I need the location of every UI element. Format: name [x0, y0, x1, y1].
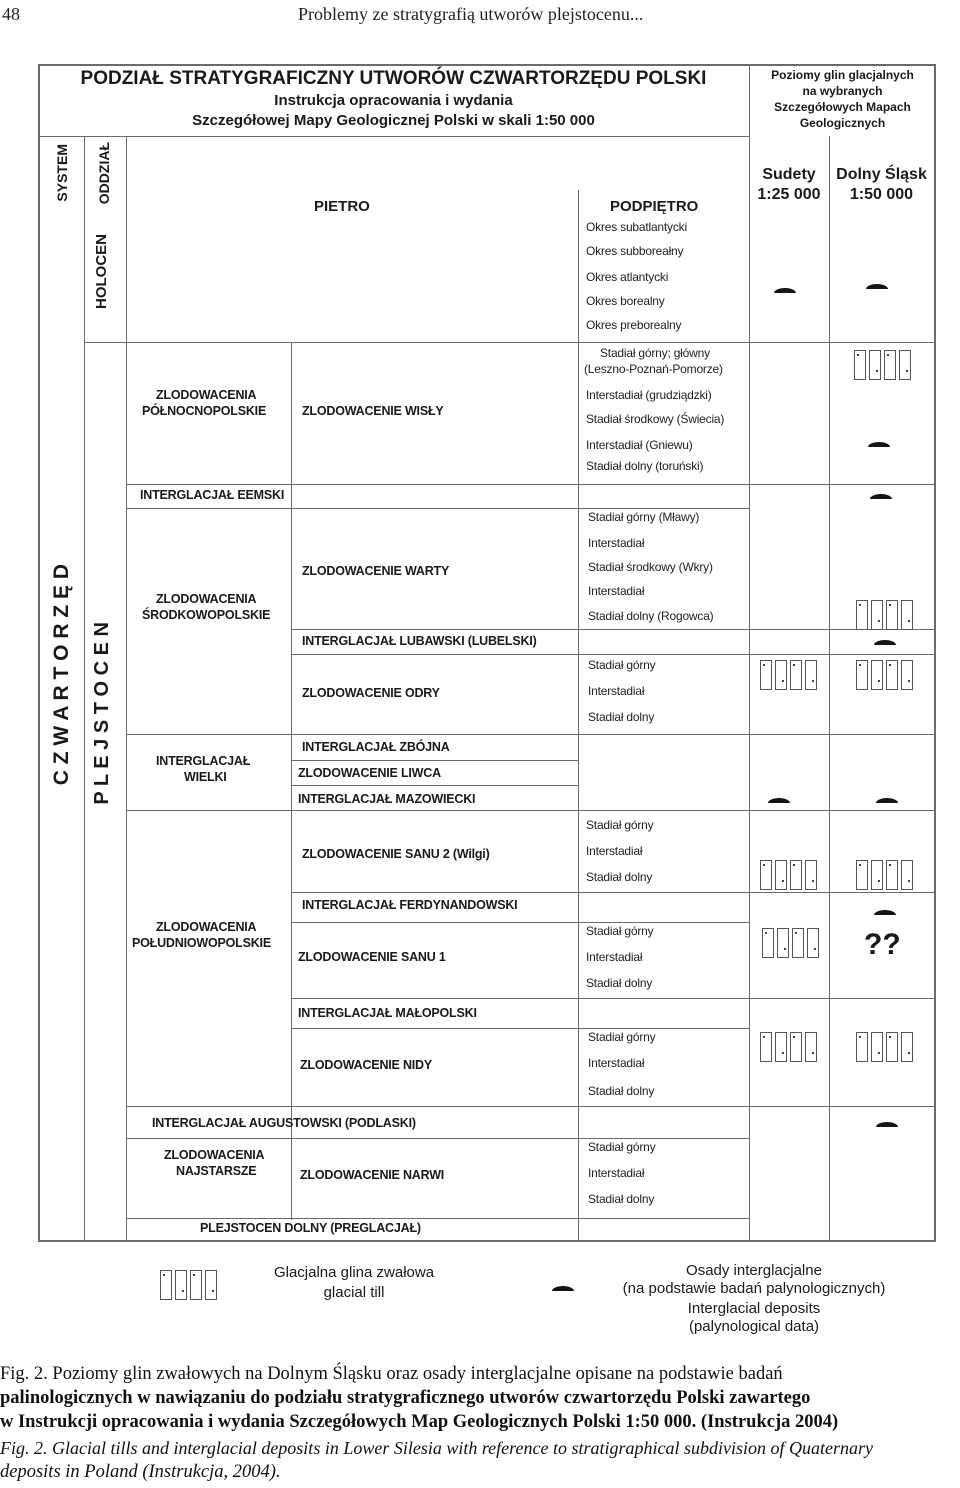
- glacial-till-symbol: [856, 860, 914, 890]
- row-sep: [291, 654, 749, 655]
- frame-right: [934, 64, 936, 1242]
- legend-till-symbol: [160, 1270, 218, 1300]
- header-system: SYSTEM: [54, 144, 70, 202]
- glacial-till-symbol: [854, 350, 912, 380]
- stage-wisly: ZLODOWACENIE WISŁY: [302, 404, 444, 418]
- sub-warty-2: Interstadiał: [588, 536, 645, 550]
- row-sep: [126, 1138, 749, 1139]
- glacial-till-symbol: [856, 1032, 914, 1062]
- oddzial-plejstocen: P L E J S T O C E N: [91, 622, 113, 805]
- sub-wisly-2: (Leszno-Poznań-Pomorze): [584, 362, 723, 376]
- side-sep: [749, 484, 936, 485]
- interglacial-deposit-symbol: [876, 798, 898, 803]
- row-sep: [126, 508, 749, 509]
- legend-inter-en-1: Interglacial deposits: [687, 1300, 821, 1317]
- sub-narwi-1: Stadiał górny: [588, 1140, 656, 1154]
- interglacial-deposit-symbol: [866, 284, 888, 289]
- sudety-divider: [829, 136, 830, 1242]
- caption-pl-2: palinologicznych w nawiązaniu do podziału stratygraficznego utworów czwartorzędu Polski zawartego: [0, 1388, 811, 1408]
- sub-wisly-3: Interstadiał (grudziądzki): [586, 388, 712, 402]
- interglacial-deposit-symbol: [868, 442, 890, 447]
- interglacial-deposit-symbol: [774, 288, 796, 293]
- frame-left: [38, 64, 40, 1242]
- sub-sanu2-3: Stadiał dolny: [586, 870, 653, 884]
- holocen-sub-3: Okres atlantycki: [586, 270, 669, 284]
- group-wielki-2: WIELKI: [184, 770, 227, 784]
- interglacial-deposit-symbol: [874, 640, 896, 645]
- group-poludniowo-2: POŁUDNIOWOPOLSKIE: [132, 936, 271, 950]
- group-polnocno-2: PÓŁNOCNOPOLSKIE: [142, 404, 267, 418]
- legend-till-en: glacial till: [323, 1284, 385, 1301]
- glacial-till-symbol: [760, 1032, 818, 1062]
- stage-malopolski: INTERGLACJAŁ MAŁOPOLSKI: [298, 1006, 477, 1020]
- oddzial-holocen: HOLOCEN: [93, 234, 110, 309]
- sub-sanu1-1: Stadiał górny: [586, 924, 654, 938]
- side-title-3: Szczegółowych Mapach: [774, 100, 911, 114]
- sub-nidy-1: Stadiał górny: [588, 1030, 656, 1044]
- holocen-sub-5: Okres preborealny: [586, 318, 682, 332]
- sub-odry-1: Stadiał górny: [588, 658, 656, 672]
- sub-nidy-2: Interstadiał: [588, 1056, 645, 1070]
- header-sudety: Sudety: [762, 166, 816, 183]
- sub-warty-3: Stadiał środkowy (Wkry): [588, 560, 713, 574]
- sub-sanu2-1: Stadiał górny: [586, 818, 654, 832]
- stage-sanu1: ZLODOWACENIE SANU 1: [298, 950, 446, 964]
- glacial-till-symbol: [856, 660, 914, 690]
- interglacial-deposit-symbol: [876, 1122, 898, 1127]
- sub-odry-3: Stadiał dolny: [588, 710, 655, 724]
- glacial-till-symbol: [762, 928, 820, 958]
- header-podpietro: PODPIĘTRO: [610, 198, 699, 215]
- sub-wisly-1: Stadiał górny; główny: [600, 346, 710, 360]
- stage-mazowiecki: INTERGLACJAŁ MAZOWIECKI: [298, 792, 476, 806]
- sub-narwi-3: Stadiał dolny: [588, 1192, 655, 1206]
- stage-narwi: ZLODOWACENIE NARWI: [300, 1168, 445, 1182]
- row-sep: [291, 998, 749, 999]
- sub-odry-2: Interstadiał: [588, 684, 645, 698]
- legend-inter-pl-1: Osady interglacjalne: [686, 1262, 822, 1279]
- side-title-4: Geologicznych: [799, 116, 886, 130]
- row-sep: [291, 892, 749, 893]
- group-poludniowo-1: ZLODOWACENIA: [156, 920, 257, 934]
- sub-wisly-6: Stadiał dolny (toruński): [586, 459, 704, 473]
- row-sep: [126, 734, 749, 735]
- sub-warty-1: Stadiał górny (Mławy): [588, 510, 700, 524]
- title-divider: [38, 136, 749, 137]
- legend-interglacial-symbol: [552, 1286, 574, 1291]
- sub-sanu2-2: Interstadiał: [586, 844, 643, 858]
- interglacial-deposit-symbol: [870, 494, 892, 499]
- sub-wisly-5: Interstadiał (Gniewu): [586, 438, 693, 452]
- group-najstarsze-2: NAJSTARSZE: [176, 1164, 257, 1178]
- header-oddzial: ODDZIAŁ: [96, 142, 112, 205]
- interglacial-deposit-symbol: [768, 798, 790, 803]
- side-title-1: Poziomy glin glacjalnych: [771, 68, 914, 82]
- question-marks: ??: [864, 928, 901, 961]
- row-sep: [126, 484, 749, 485]
- holocen-sub-1: Okres subatlantycki: [586, 220, 687, 234]
- sub-narwi-2: Interstadiał: [588, 1166, 645, 1180]
- holocen-divider: [84, 342, 936, 343]
- system-czwartorzed: C Z W A R T O R Z Ę D: [50, 564, 73, 786]
- running-title: Problemy ze stratygrafią utworów plejstocenu...: [298, 4, 644, 24]
- sub-nidy-3: Stadiał dolny: [588, 1084, 655, 1098]
- sub-sanu1-2: Interstadiał: [586, 950, 643, 964]
- row-sep: [126, 810, 749, 811]
- row-sep: [291, 1028, 749, 1029]
- holocen-sub-2: Okres subboreałny: [586, 244, 684, 258]
- caption-en-1: Fig. 2. Glacial tills and interglacial deposits in Lower Silesia with reference to stratigraphical subdivision of Quaternary: [0, 1438, 873, 1458]
- side-sep: [749, 734, 936, 735]
- system-divider: [84, 136, 85, 1242]
- holocen-sub-4: Okres borealny: [586, 294, 665, 308]
- figure-subtitle-2: Szczegółowej Mapy Geologicznej Polski w skali 1:50 000: [192, 112, 595, 129]
- group-srodkowo-1: ZLODOWACENIA: [156, 592, 257, 606]
- frame-bottom: [38, 1240, 936, 1242]
- caption-pl-3: w Instrukcji opracowania i wydania Szczegółowych Map Geologicznych Polski 1:50 000. (Instrukcja 2004): [0, 1412, 839, 1432]
- side-sep: [749, 1106, 936, 1107]
- group-plejstocen-dolny: PLEJSTOCEN DOLNY (PREGLACJAŁ): [200, 1221, 421, 1235]
- stage-ferdynandowski: INTERGLACJAŁ FERDYNANDOWSKI: [302, 898, 518, 912]
- sub-warty-5: Stadiał dolny (Rogowca): [588, 609, 714, 623]
- frame-top: [38, 64, 936, 66]
- header-dolny-scale: 1:50 000: [849, 186, 914, 203]
- legend-inter-en-2: (palynological data): [688, 1318, 820, 1335]
- stage-liwca: ZLODOWACENIE LIWCA: [298, 766, 441, 780]
- group-divider-top: [291, 342, 292, 484]
- stage-sanu2: ZLODOWACENIE SANU 2 (Wilgi): [302, 847, 490, 861]
- side-title-2: na wybranych: [802, 84, 883, 98]
- side-sep: [749, 654, 936, 655]
- group-divider: [291, 484, 292, 1220]
- legend-till-pl: Glacjalna glina zwałowa: [273, 1264, 435, 1281]
- row-sep: [291, 785, 579, 786]
- interglacial-deposit-symbol: [874, 910, 896, 915]
- page-number: 48: [2, 4, 20, 24]
- row-sep: [291, 922, 749, 923]
- row-sep: [291, 760, 579, 761]
- side-sep: [749, 892, 936, 893]
- podpietro-divider: [578, 190, 579, 1242]
- group-srodkowo-2: ŚRODKOWOPOLSKIE: [142, 608, 271, 622]
- row-sep: [126, 1106, 749, 1107]
- group-polnocno-1: ZLODOWACENIA: [156, 388, 257, 402]
- group-augustowski: INTERGLACJAŁ AUGUSTOWSKI (PODLASKI): [152, 1116, 416, 1130]
- side-sep: [749, 810, 936, 811]
- header-sudety-scale: 1:25 000: [757, 186, 821, 203]
- group-wielki-1: INTERGLACJAŁ: [156, 754, 251, 768]
- sub-wisly-4: Stadiał środkowy (Świecia): [586, 412, 725, 426]
- side-divider: [749, 64, 750, 1242]
- glacial-till-symbol: [760, 860, 818, 890]
- stratigraphy-figure: [38, 64, 936, 1344]
- sub-warty-4: Interstadiał: [588, 584, 645, 598]
- stage-warty: ZLODOWACENIE WARTY: [302, 564, 450, 578]
- oddzial-divider: [126, 136, 127, 1242]
- legend-inter-pl-2: (na podstawie badań palynologicznych): [622, 1280, 886, 1297]
- caption-pl-1: Fig. 2. Poziomy glin zwałowych na Dolnym Śląsku oraz osady interglacjalne opisane na podstawie badań: [0, 1364, 783, 1384]
- group-najstarsze-1: ZLODOWACENIA: [164, 1148, 265, 1162]
- glacial-till-symbol: [856, 600, 914, 630]
- group-eemski: INTERGLACJAŁ EEMSKI: [140, 488, 285, 502]
- side-sep: [749, 998, 936, 999]
- caption-en-2: deposits in Poland (Instrukcja, 2004).: [0, 1462, 281, 1482]
- stage-zbojna: INTERGLACJAŁ ZBÓJNA: [302, 740, 450, 754]
- figure-title: PODZIAŁ STRATYGRAFICZNY UTWORÓW CZWARTORZĘDU POLSKI: [80, 68, 707, 89]
- glacial-till-symbol: [760, 660, 818, 690]
- header-pietro: PIETRO: [314, 198, 370, 215]
- row-sep: [126, 1218, 749, 1219]
- header-dolny-slask: Dolny Śląsk: [836, 166, 927, 183]
- stage-odry: ZLODOWACENIE ODRY: [302, 686, 440, 700]
- row-sep: [291, 629, 749, 630]
- figure-subtitle-1: Instrukcja opracowania i wydania: [274, 92, 513, 109]
- stage-nidy: ZLODOWACENIE NIDY: [300, 1058, 433, 1072]
- stage-lubawski: INTERGLACJAŁ LUBAWSKI (LUBELSKI): [302, 634, 537, 648]
- sub-sanu1-3: Stadiał dolny: [586, 976, 653, 990]
